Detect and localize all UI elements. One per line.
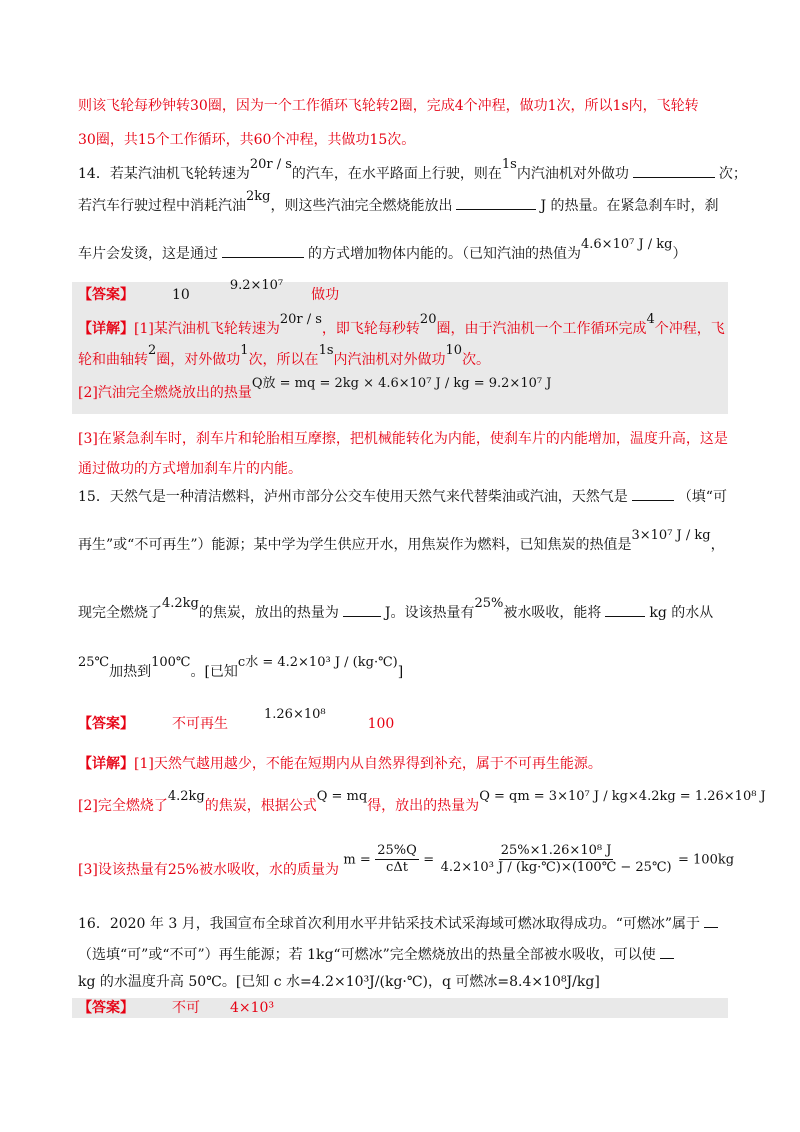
q14-line-1: 14．若某汽油机飞轮转速为20r / s的汽车，在水平路面上行驶，则在1s内汽油机对外做功 次； — [78, 157, 747, 182]
q15-line-4: 25℃加热到100℃。[已知c水 = 4.2×10³ J / (kg·℃)] — [78, 655, 404, 680]
q14-detail-2: 轮和曲轴转2圈，对外做功1次，所以在1s内汽油机对外做功10次。 — [78, 343, 491, 368]
q15-fraction-1: $\frac{25\%Q}{\text{cΔt}}$ — [377, 843, 417, 875]
q14-detail-4: [3]在紧急刹车时，刹车片和轮胎相互摩擦，把机械能转化为内能，使刹车片的内能增加，温度升高，这是 — [78, 431, 728, 447]
q14-detail-5: 通过做功的方式增加刹车片的内能。 — [78, 461, 302, 477]
q15-line-3: 现完全燃烧了4.2kg的焦炭，放出的热量为 J。设该热量有25%被水吸收，能将 kg 的水从 — [78, 596, 714, 621]
q14-detail-3: [2]汽油完全燃烧放出的热量Q放 = mq = 2kg × 4.6×10⁷ J / kg = 9.2×10⁷ J — [78, 376, 552, 401]
q14-blank-3[interactable] — [222, 243, 304, 258]
q16-line-3: kg 的水温度升高 50℃。[已知 c 水=4.2×10³J/(kg·℃)，q 可燃冰=8.4×10⁸J/kg] — [78, 974, 600, 990]
q16-blank-1[interactable] — [704, 913, 718, 928]
q15-blank-3[interactable] — [605, 602, 645, 617]
q16-answer: 【答案】 不可 4×10³ — [78, 1000, 275, 1016]
q16-line-2: （选填“可”或“不可”）再生能源；若 1kg“可燃冰”完全燃烧放出的热量全部被水吸收，可以使 — [78, 944, 678, 965]
prev-answer-line-1: 则该飞轮每秒钟转30圈，因为一个工作循环飞轮转2圈，完成4个冲程，做功1次，所以1s内，飞轮转 — [78, 98, 699, 114]
q14-blank-1[interactable] — [633, 163, 715, 178]
q15-detail-1: 【详解】[1]天然气越用越少，不能在短期内从自然界得到补充，属于不可再生能源。 — [78, 756, 602, 772]
q15-detail-3: [3]设该热量有25%被水吸收，水的质量为 m = $\frac{25\%Q}{\text{cΔt}}$ = $\frac{\text{25\%×1.26×10⁸ J}}{\text{4.2×10³ J / (kg·℃)×(100℃ − 25℃)}}$ = 100kg — [78, 843, 735, 878]
q14-detail-1: 【详解】[1]某汽油机飞轮转速为20r / s，即飞轮每秒转20圈，由于汽油机一个工作循环完成4个冲程，飞 — [78, 312, 725, 337]
q14-blank-2[interactable] — [456, 195, 536, 210]
prev-answer-line-2: 30圈，共15个工作循环，共60个冲程，共做功15次。 — [78, 132, 416, 148]
q14-line-3: 车片会发烫，这是通过 的方式增加物体内能的。（已知汽油的热值为4.6×10⁷ J / kg） — [78, 237, 687, 262]
q15-line-1: 15．天然气是一种清洁燃料，泸州市部分公交车使用天然气来代替柴油或汽油，天然气是 （填“可 — [78, 486, 727, 507]
q15-blank-2[interactable] — [343, 602, 381, 617]
q14-answer: 【答案】 109.2×10⁷做功 — [78, 278, 340, 303]
q14-line-2: 若汽车行驶过程中消耗汽油2kg，则这些汽油完全燃烧能放出 J 的热量。在紧急刹车时，刹 — [78, 189, 719, 214]
q16-blank-2[interactable] — [660, 944, 674, 959]
q16-line-1: 16．2020 年 3 月，我国宣布全球首次利用水平井钻采技术试采海域可燃冰取得成功。“可燃冰”属于 — [78, 913, 722, 934]
q15-line-2: 再生”或“不可再生”）能源；某中学为学生供应开水，用焦炭作为燃料，已知焦炭的热值是3×10⁷ J / kg， — [78, 528, 725, 553]
q15-blank-1[interactable] — [632, 486, 674, 501]
q15-detail-2: [2]完全燃烧了4.2kg的焦炭，根据公式Q = mq得，放出的热量为Q = qm = 3×10⁷ J / kg×4.2kg = 1.26×10⁸ J — [78, 789, 766, 814]
q15-answer: 【答案】 不可再生1.26×10⁸100 — [78, 707, 395, 732]
q15-fraction-2: $\frac{\text{25\%×1.26×10⁸ J}}{\text{4.2×10³ J / (kg·℃)×(100℃ − 25℃)}}$ — [440, 843, 672, 875]
